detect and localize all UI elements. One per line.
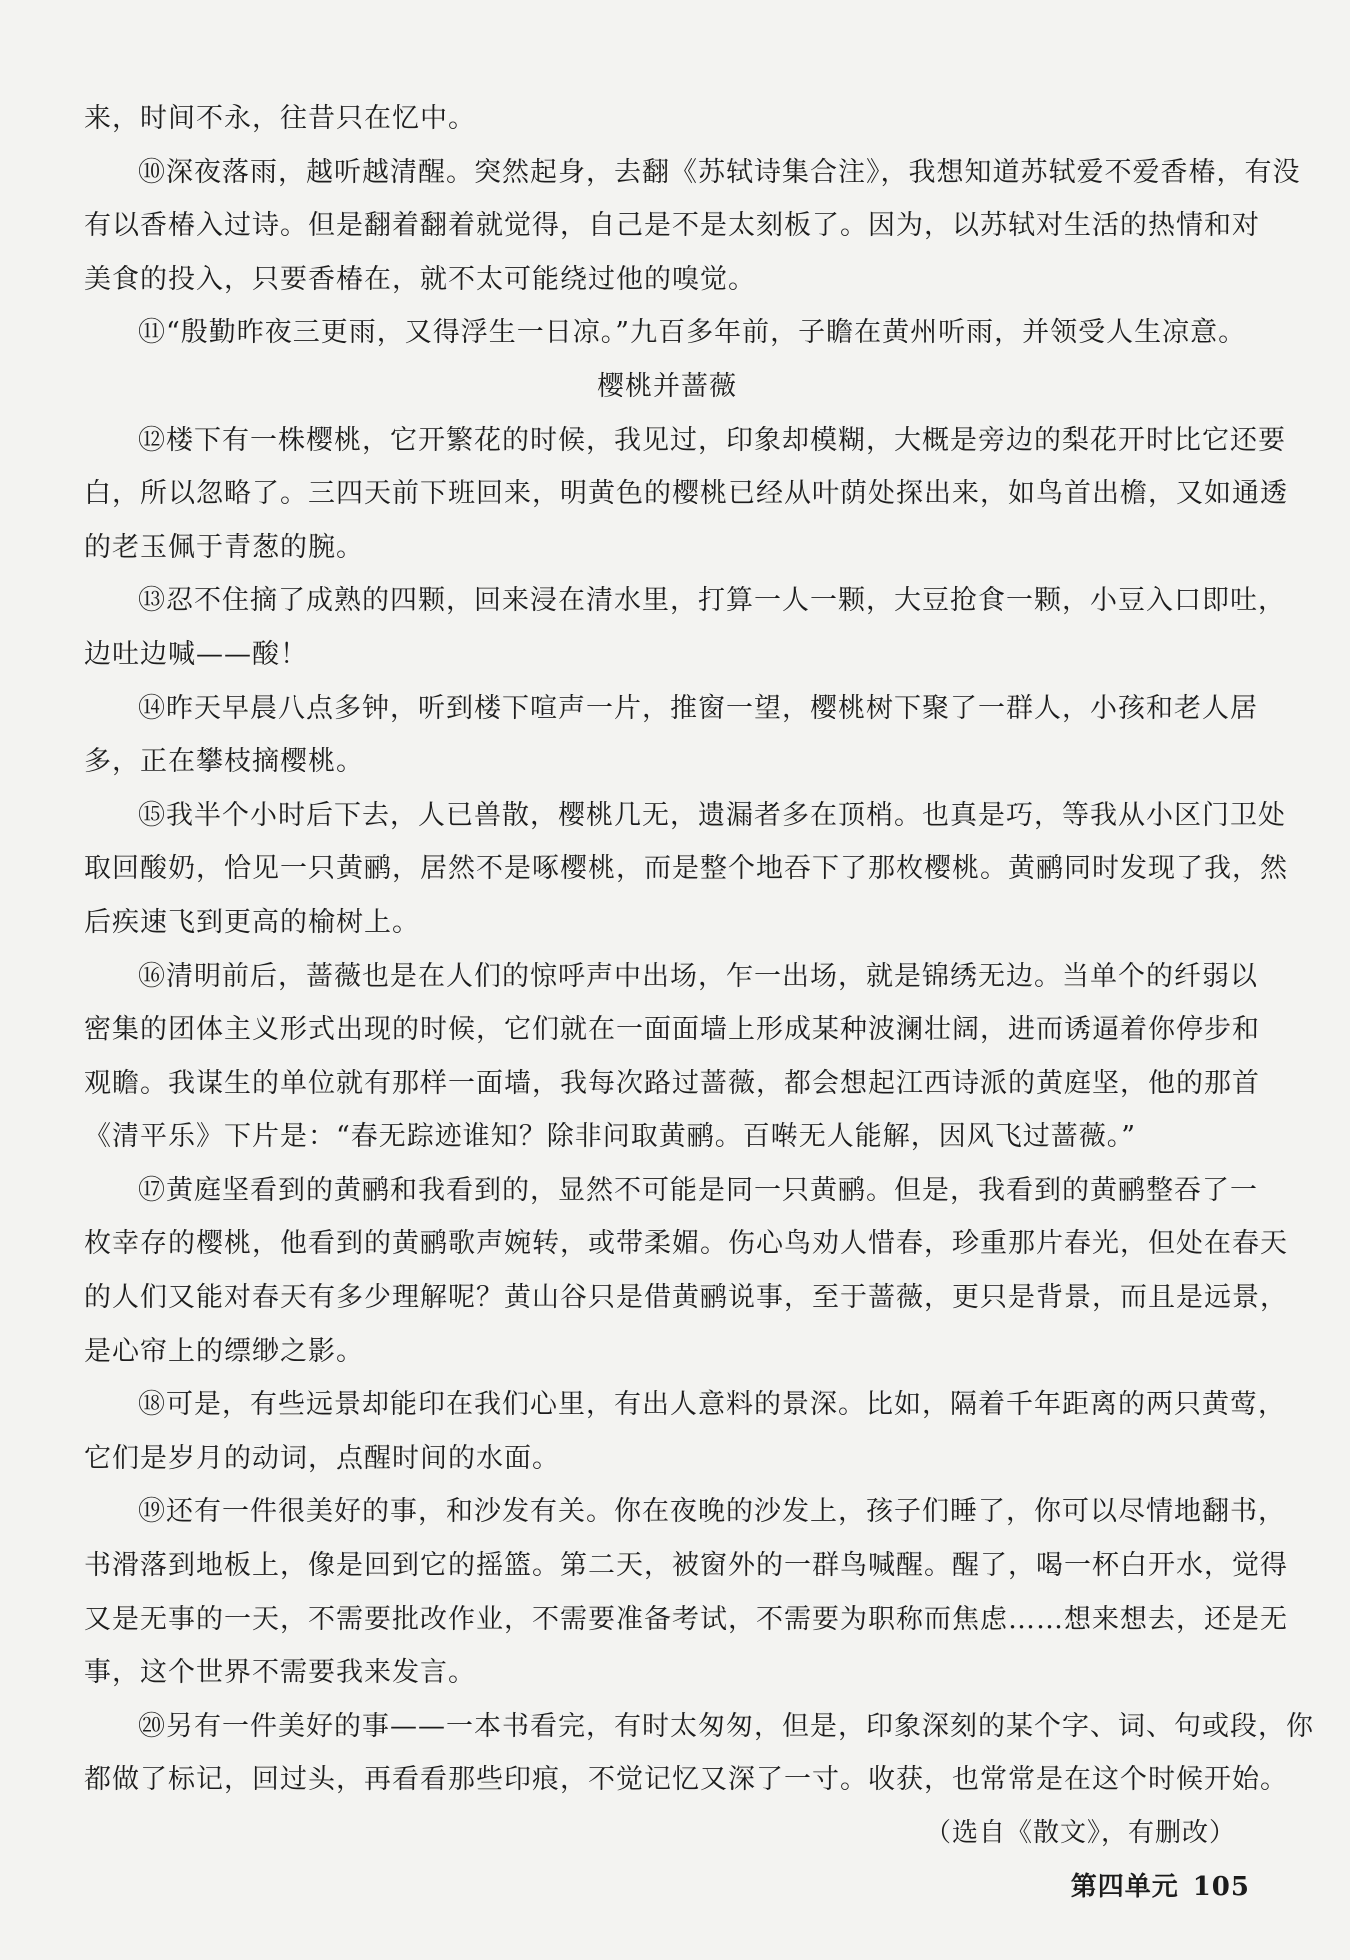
text-line: 白，所以忽略了。三四天前下班回来，明黄色的樱桃已经从叶荫处探出来，如鸟首出檐，又如通透 xyxy=(84,478,1288,510)
paragraph-17-line: ⑰黄庭坚看到的黄鹂和我看到的，显然不可能是同一只黄鹂。但是，我看到的黄鹂整吞了一 xyxy=(138,1174,1258,1206)
text-line: 书滑落到地板上，像是回到它的摇篮。第二天，被窗外的一群鸟喊醒。醒了，喝一杯白开水，觉得 xyxy=(84,1550,1288,1582)
text-line: 是心帘上的缥缈之影。 xyxy=(84,1335,364,1367)
text-line: 观瞻。我谋生的单位就有那样一面墙，我每次路过蔷薇，都会想起江西诗派的黄庭坚，他的那首 xyxy=(84,1067,1260,1099)
text-line: 多，正在攀枝摘樱桃。 xyxy=(84,746,364,778)
paragraph-19-line: ⑲还有一件很美好的事，和沙发有关。你在夜晚的沙发上，孩子们睡了，你可以尽情地翻书， xyxy=(138,1496,1286,1528)
page-number: 105 xyxy=(1192,1872,1250,1902)
text-line: 它们是岁月的动词，点醒时间的水面。 xyxy=(84,1442,560,1474)
paragraph-11-line: ⑪“殷勤昨夜三更雨，又得浮生一日凉。”九百多年前，子瞻在黄州听雨，并领受人生凉意。 xyxy=(138,317,1247,349)
page-footer xyxy=(1071,1866,1250,1903)
text-line: 《清平乐》下片是：“春无踪迹谁知？除非问取黄鹂。百啭无人能解，因风飞过蔷薇。” xyxy=(84,1121,1137,1153)
paragraph-20-line: ⑳另有一件美好的事——一本书看完，有时太匆匆，但是，印象深刻的某个字、词、句或段，你 xyxy=(138,1710,1314,1742)
text-line: 都做了标记，回过头，再看看那些印痕，不觉记忆又深了一寸。收获，也常常是在这个时候开始。 xyxy=(84,1764,1288,1796)
paragraph-18-line: ⑱可是，有些远景却能印在我们心里，有出人意料的景深。比如，隔着千年距离的两只黄莺， xyxy=(138,1389,1286,1421)
text-line: 有以香椿入过诗。但是翻着翻着就觉得，自己是不是太刻板了。因为，以苏轼对生活的热情和对 xyxy=(84,210,1260,242)
source-citation: （选自《散文》，有删改） xyxy=(924,1818,1236,1848)
paragraph-12-line: ⑫楼下有一株樱桃，它开繁花的时候，我见过，印象却模糊，大概是旁边的梨花开时比它还要 xyxy=(138,424,1286,456)
text-line: 美食的投入，只要香椿在，就不太可能绕过他的嗅觉。 xyxy=(84,263,756,295)
section-heading: 樱桃并蔷薇 xyxy=(597,370,737,402)
text-line: 取回酸奶，恰见一只黄鹂，居然不是啄樱桃，而是整个地吞下了那枚樱桃。黄鹂同时发现了我，然 xyxy=(84,853,1288,885)
paragraph-16-line: ⑯清明前后，蔷薇也是在人们的惊呼声中出场，乍一出场，就是锦绣无边。当单个的纤弱以 xyxy=(138,960,1258,992)
text-line: 后疾速飞到更高的榆树上。 xyxy=(84,906,420,938)
unit-label: 第四单元 xyxy=(1070,1872,1179,1902)
text-line: 边吐边喊——酸！ xyxy=(84,638,308,670)
text-line: 来，时间不永，往昔只在忆中。 xyxy=(84,103,476,134)
text-line: 事，这个世界不需要我来发言。 xyxy=(84,1657,476,1689)
paragraph-15-line: ⑮我半个小时后下去，人已兽散，樱桃几无，遗漏者多在顶梢。也真是巧，等我从小区门卫处 xyxy=(138,799,1286,831)
paragraph-13-line: ⑬忍不住摘了成熟的四颗，回来浸在清水里，打算一人一颗，大豆抢食一颗，小豆入口即吐， xyxy=(138,585,1286,617)
paragraph-10-line: ⑩深夜落雨，越听越清醒。突然起身，去翻《苏轼诗集合注》，我想知道苏轼爱不爱香椿，有没 xyxy=(138,156,1301,188)
text-line: 枚幸存的樱桃，他看到的黄鹂歌声婉转，或带柔媚。伤心鸟劝人惜春，珍重那片春光，但处在春天 xyxy=(84,1228,1288,1260)
text-line: 的老玉佩于青葱的腕。 xyxy=(84,531,364,563)
article-body xyxy=(84,92,1314,1861)
text-line: 又是无事的一天，不需要批改作业，不需要准备考试，不需要为职称而焦虑……想来想去，还是无 xyxy=(84,1603,1288,1635)
text-line: 密集的团体主义形式出现的时候，它们就在一面面墙上形成某种波澜壮阔，进而诱逼着你停步和 xyxy=(84,1014,1260,1046)
text-line: 的人们又能对春天有多少理解呢？黄山谷只是借黄鹂说事，至于蔷薇，更只是背景，而且是远景， xyxy=(84,1282,1288,1314)
paragraph-14-line: ⑭昨天早晨八点多钟，听到楼下喧声一片，推窗一望，樱桃树下聚了一群人，小孩和老人居 xyxy=(138,692,1258,724)
